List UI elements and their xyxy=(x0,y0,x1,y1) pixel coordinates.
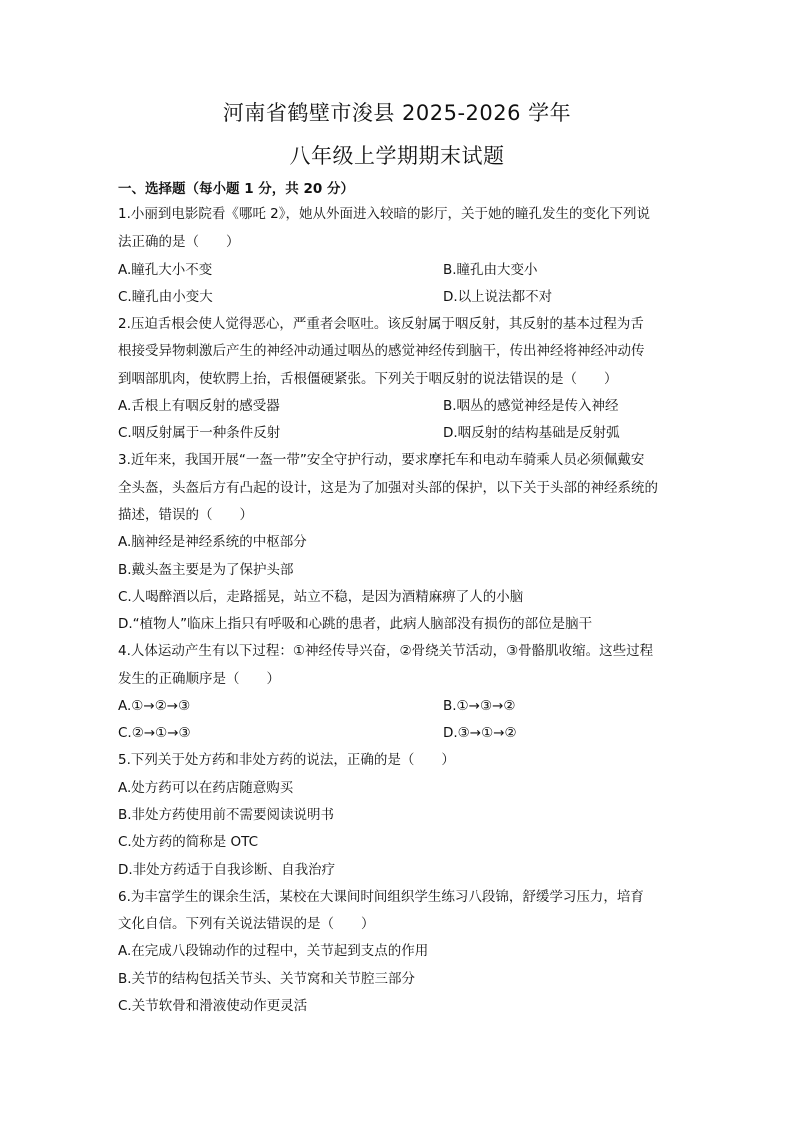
question-3-stem-line-3: 描述，错误的（ ） xyxy=(118,507,253,523)
question-4-stem-line-2: 发生的正确顺序是（ ） xyxy=(118,671,280,687)
question-1-option-b: B.瞳孔由大变小 xyxy=(443,262,538,278)
question-6-stem-line-1: 6.为丰富学生的课余生活，某校在大课间时间组织学生练习八段锦，舒缓学习压力，培育 xyxy=(118,889,644,905)
question-2-stem-line-1: 2.压迫舌根会使人觉得恶心，严重者会呕吐。该反射属于咽反射，其反射的基本过程为舌 xyxy=(118,316,644,332)
question-1-stem-line-2: 法正确的是（ ） xyxy=(118,234,240,250)
question-3-option-a: A.脑神经是神经系统的中枢部分 xyxy=(118,534,307,550)
question-3-stem-line-1: 3.近年来，我国开展“一盔一带”安全守护行动，要求摩托车和电动车骑乘人员必须佩戴安 xyxy=(118,452,645,468)
question-1-option-d: D.以上说法都不对 xyxy=(443,289,553,305)
question-4-stem-line-1: 4.人体运动产生有以下过程：①神经传导兴奋，②骨绕关节活动，③骨骼肌收缩。这些过程 xyxy=(118,643,654,659)
question-6-option-b: B.关节的结构包括关节头、关节窝和关节腔三部分 xyxy=(118,971,416,987)
question-3-option-b: B.戴头盔主要是为了保护头部 xyxy=(118,562,294,578)
question-4-option-d: D.③→①→② xyxy=(443,725,517,741)
question-5-option-d: D.非处方药适于自我诊断、自我治疗 xyxy=(118,862,336,878)
question-1-stem-line-1: 1.小丽到电影院看《哪吒 2》，她从外面进入较暗的影厅，关于她的瞳孔发生的变化下列说 xyxy=(118,206,651,222)
question-2-option-a: A.舌根上有咽反射的感受器 xyxy=(118,398,280,414)
question-4-option-c: C.②→①→③ xyxy=(118,725,191,741)
question-1-option-a: A.瞳孔大小不变 xyxy=(118,262,213,278)
question-2-option-c: C.咽反射属于一种条件反射 xyxy=(118,425,281,441)
question-2-option-d: D.咽反射的结构基础是反射弧 xyxy=(443,425,620,441)
question-4-option-b: B.①→③→② xyxy=(443,698,516,714)
question-5-option-b: B.非处方药使用前不需要阅读说明书 xyxy=(118,807,335,823)
question-3-option-d: D.“植物人”临床上指只有呼吸和心跳的患者，此病人脑部没有损伤的部位是脑干 xyxy=(118,616,593,632)
question-2-stem-line-3: 到咽部肌肉，使软腭上抬，舌根僵硬紧张。下列关于咽反射的说法错误的是（ ） xyxy=(118,371,618,387)
question-4-option-a: A.①→②→③ xyxy=(118,698,191,714)
question-3-stem-line-2: 全头盔，头盔后方有凸起的设计，这是为了加强对头部的保护，以下关于头部的神经系统的 xyxy=(118,480,658,496)
section-heading: 一、选择题（每小题 1 分，共 20 分） xyxy=(118,181,354,197)
question-5-stem-line-1: 5.下列关于处方药和非处方药的说法，正确的是（ ） xyxy=(118,752,455,768)
exam-title-line2: 八年级上学期期末试题 xyxy=(289,144,505,168)
question-6-stem-line-2: 文化自信。下列有关说法错误的是（ ） xyxy=(118,916,375,932)
question-2-option-b: B.咽丛的感觉神经是传入神经 xyxy=(443,398,619,414)
exam-title-line1: 河南省鹤壁市浚县 2025-2026 学年 xyxy=(222,101,572,125)
question-2-stem-line-2: 根接受异物刺激后产生的神经冲动通过咽丛的感觉神经传到脑干，传出神经将神经冲动传 xyxy=(118,343,645,359)
question-6-option-a: A.在完成八段锦动作的过程中，关节起到支点的作用 xyxy=(118,943,429,959)
question-5-option-c: C.处方药的简称是 OTC xyxy=(118,834,259,850)
question-6-option-c: C.关节软骨和滑液使动作更灵活 xyxy=(118,998,308,1014)
question-5-option-a: A.处方药可以在药店随意购买 xyxy=(118,780,294,796)
question-3-option-c: C.人喝醉酒以后，走路摇晃，站立不稳，是因为酒精麻痹了人的小脑 xyxy=(118,589,524,605)
question-1-option-c: C.瞳孔由小变大 xyxy=(118,289,213,305)
